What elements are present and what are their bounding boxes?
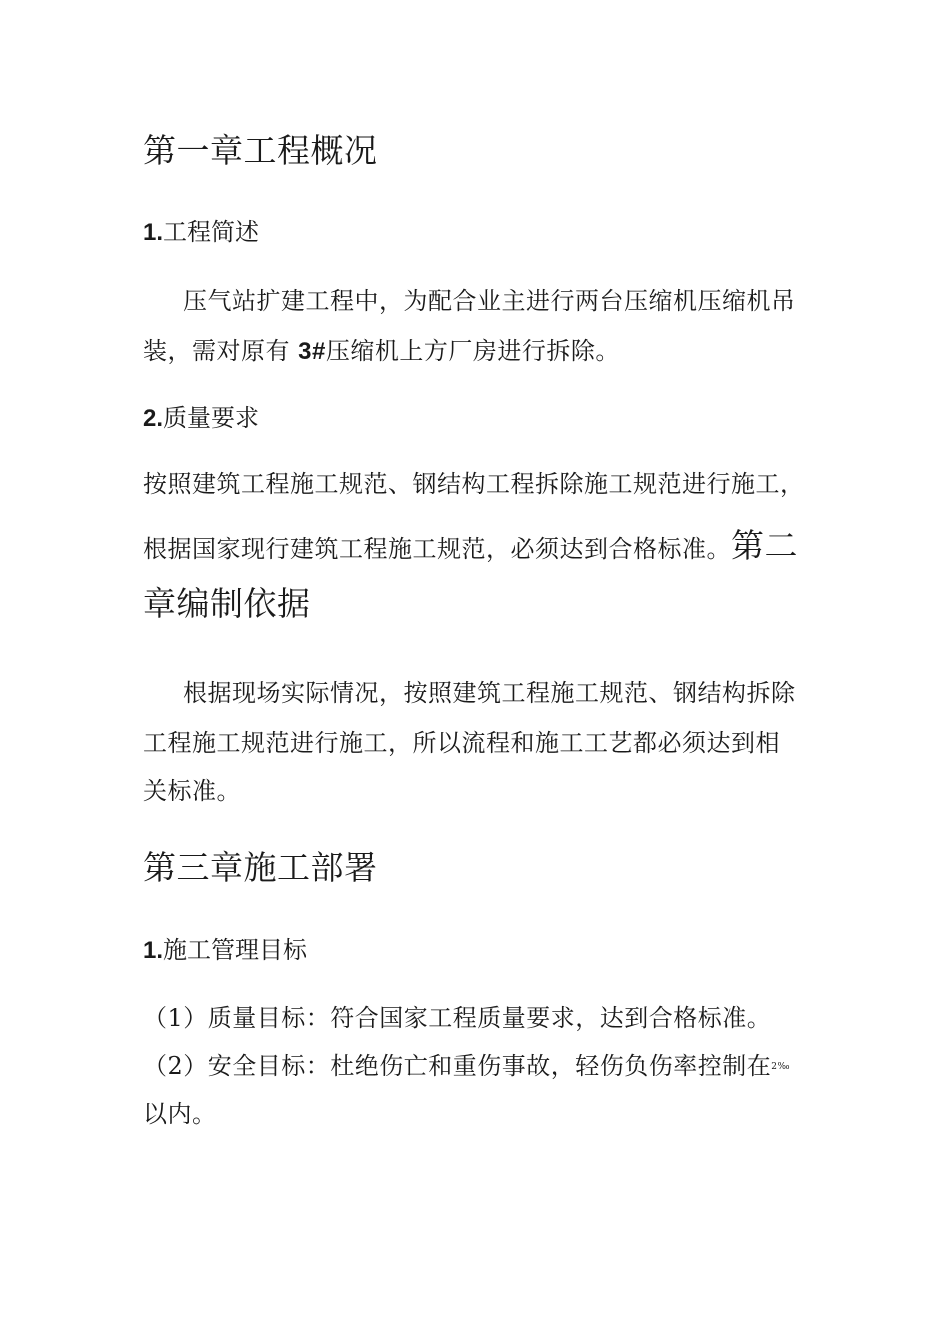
paragraph-line [143, 526, 798, 565]
chapter1-title: 第一章工程概况 [143, 131, 378, 170]
chapter3-title: 第三章施工部署 [143, 848, 378, 887]
section-title: 施工管理目标 [163, 936, 308, 964]
paragraph-line: 关标准。 [143, 777, 241, 805]
text-run: 3# [298, 338, 326, 365]
chapter2-title: 章编制依据 [143, 584, 311, 623]
section-heading-quality [143, 406, 259, 431]
text-run: （2）安全目标：杜绝伤亡和重伤事故，轻伤负伤率控制在 [143, 1052, 772, 1080]
text-run: 装，需对原有 [143, 337, 299, 365]
paragraph-line: 根据现场实际情况，按照建筑工程施工规范、钢结构拆除 [183, 679, 796, 707]
paragraph-line: 以内。 [143, 1100, 217, 1128]
goal-item-safety [143, 1054, 790, 1078]
section-number: 1. [143, 937, 164, 964]
paragraph-line: 压气站扩建工程中，为配合业主进行两台压缩机压缩机吊 [183, 287, 796, 315]
text-run: 压缩机上方厂房进行拆除。 [325, 337, 620, 365]
chapter2-title-start: 第二 [731, 526, 798, 565]
section-title: 工程简述 [163, 218, 260, 246]
paragraph-line: 按照建筑工程施工规范、钢结构工程拆除施工规范进行施工， [143, 470, 805, 498]
section-number: 2. [143, 405, 164, 432]
section-heading-management-goals [143, 938, 307, 963]
injury-rate-value: 2‰ [771, 1062, 791, 1072]
paragraph-line [143, 339, 620, 364]
section-title: 质量要求 [163, 404, 260, 432]
text-run: 根据国家现行建筑工程施工规范，必须达到合格标准。 [143, 535, 731, 563]
section-number: 1. [143, 219, 164, 246]
paragraph-line: 工程施工规范进行施工，所以流程和施工工艺都必须达到相 [143, 729, 780, 757]
section-heading-project-overview [143, 220, 259, 245]
goal-item-quality: （1）质量目标：符合国家工程质量要求，达到合格标准。 [143, 1004, 772, 1032]
